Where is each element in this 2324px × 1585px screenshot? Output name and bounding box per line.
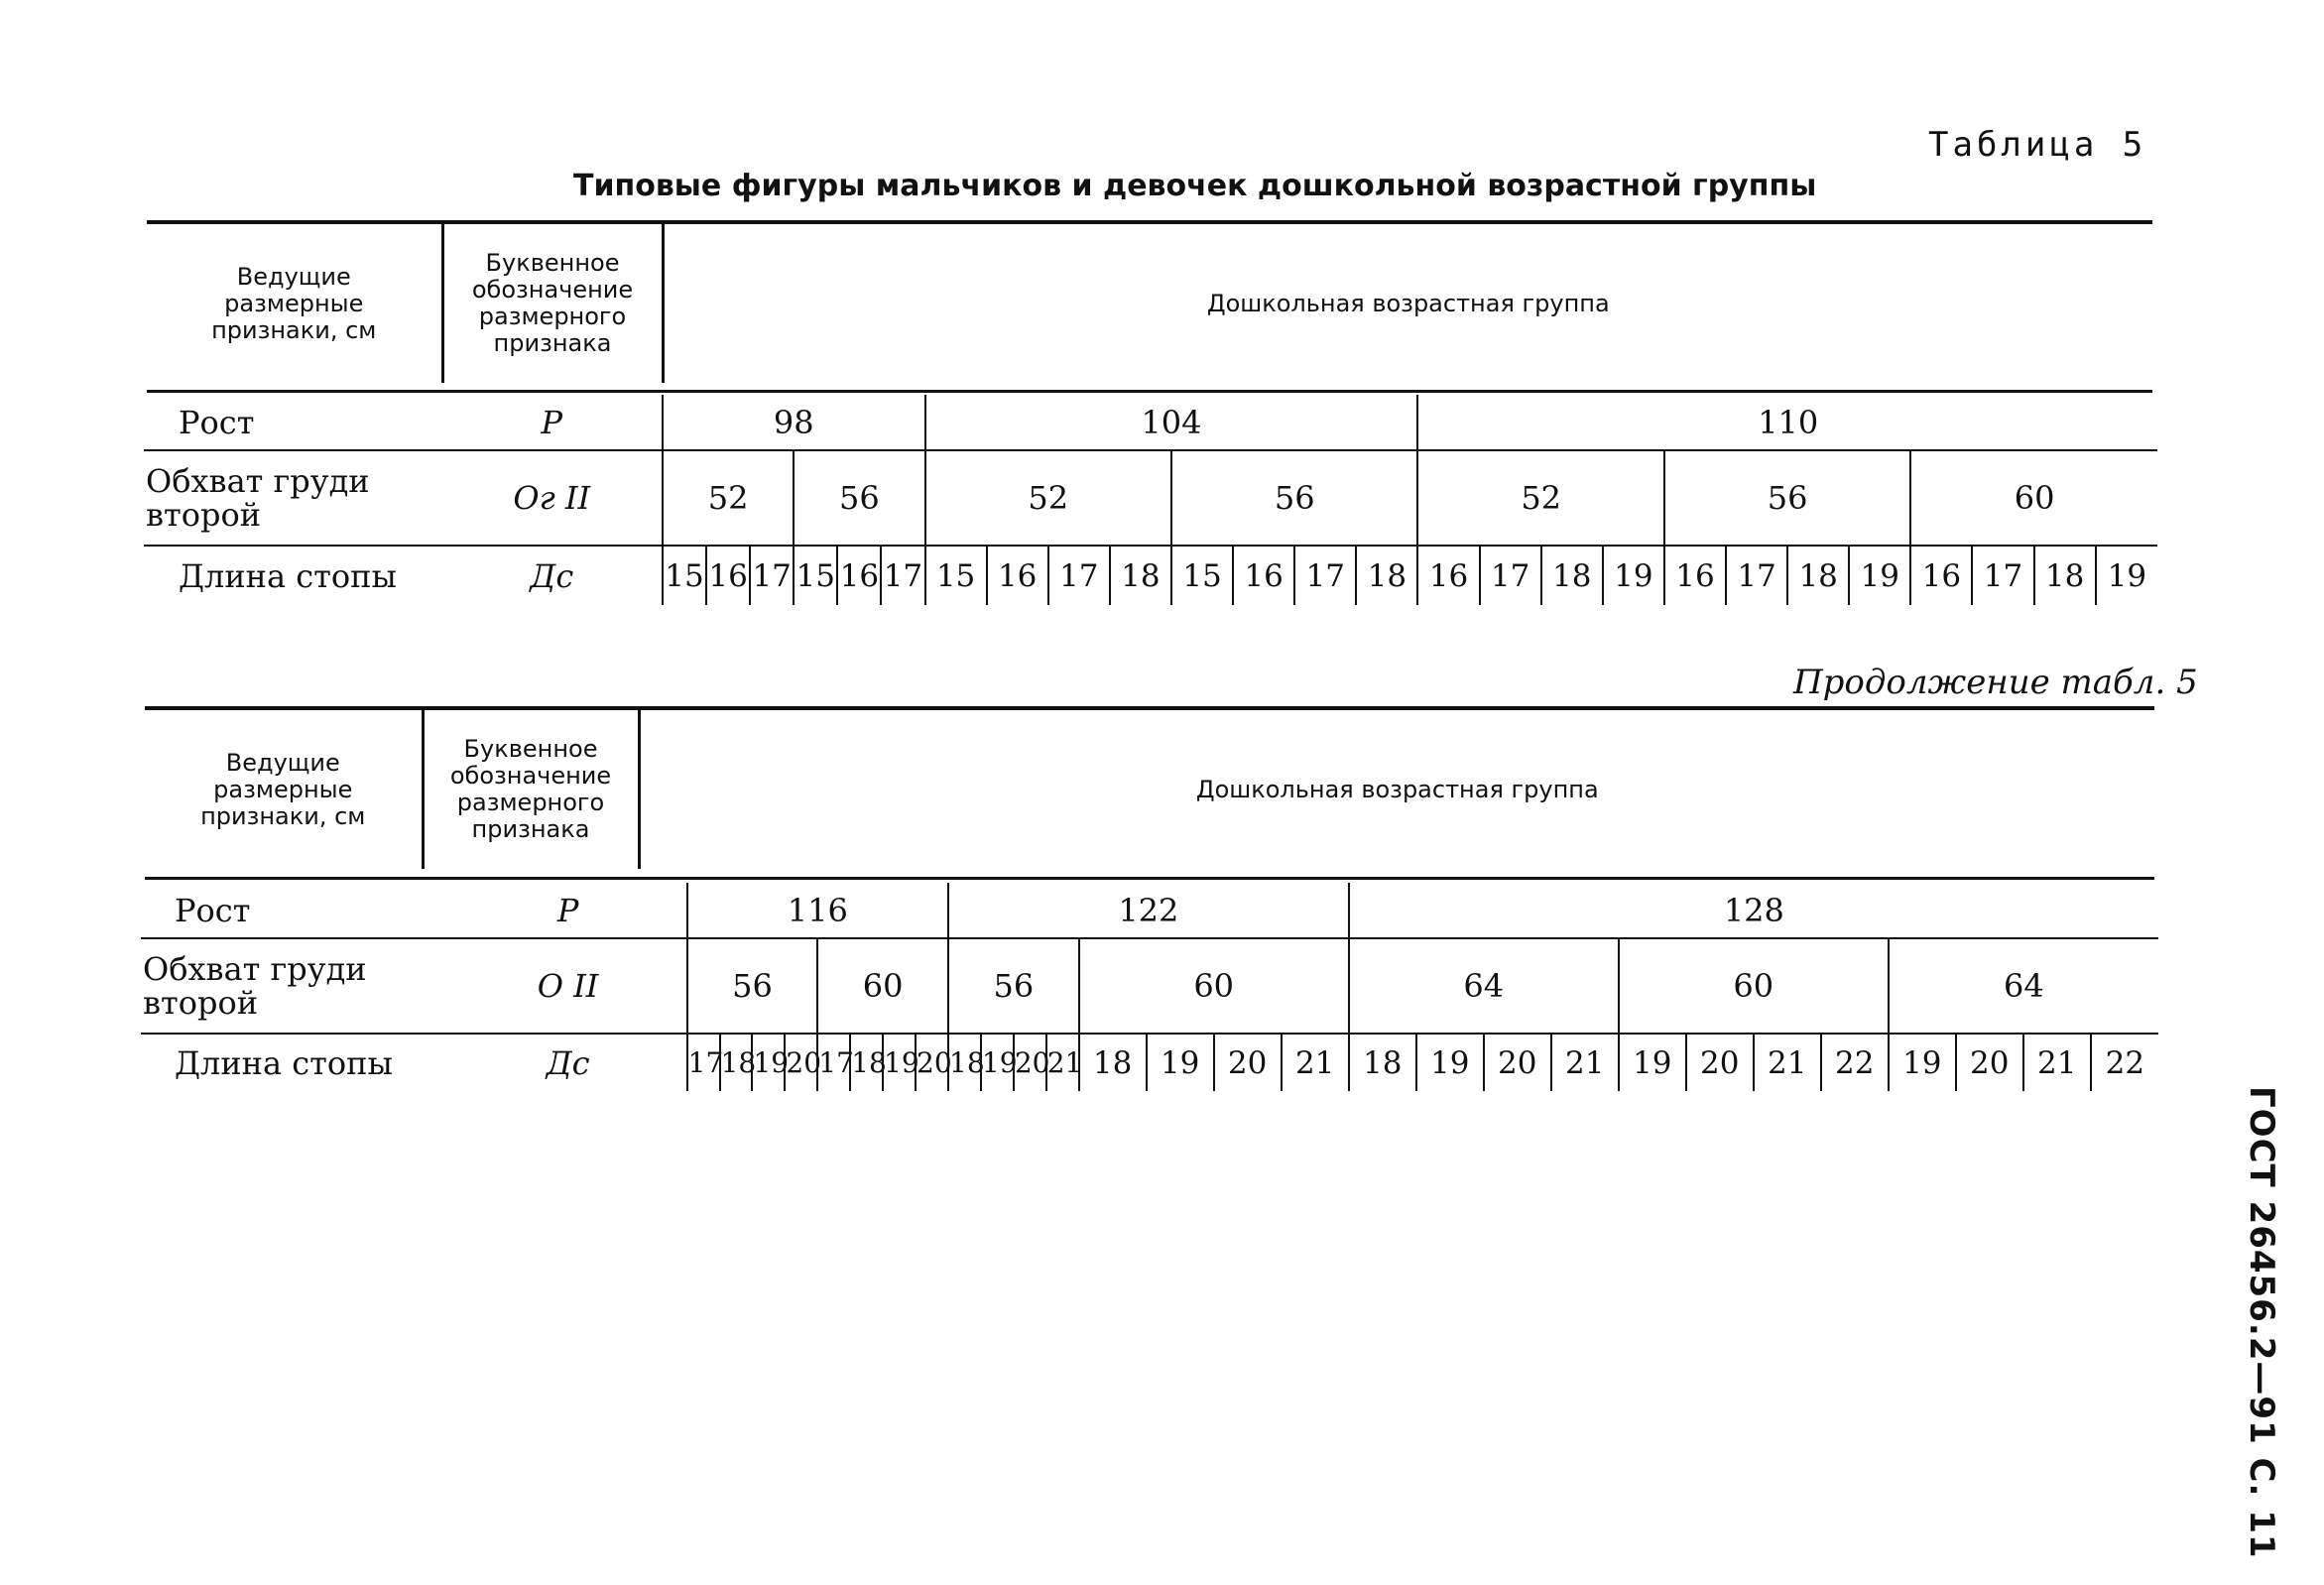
table2-chest-cell: 60 (1079, 938, 1349, 1034)
table2-foot-cell: 19 (1416, 1034, 1484, 1091)
table2-foot-cell: 18 (720, 1034, 753, 1091)
table1-foot-cell: 17 (1972, 546, 2033, 605)
table1-foot-cell: 16 (1417, 546, 1479, 605)
table2-foot-cell: 18 (1079, 1034, 1147, 1091)
table1-foot-cell: 15 (794, 546, 837, 605)
table1-chest-cell: 56 (1171, 450, 1418, 546)
table2-code-header: Буквенное обозначение размерного признака (423, 710, 639, 869)
continuation-caption: Продолжение табл. 5 (1793, 663, 2198, 702)
table2-foot-cell: 17 (817, 1034, 850, 1091)
table2-foot-cell: 18 (1349, 1034, 1416, 1091)
table2-foot-cell: 18 (850, 1034, 883, 1091)
table2-foot-cell: 20 (1484, 1034, 1551, 1091)
table1-foot-cell: 17 (1294, 546, 1356, 605)
table2-foot-cell: 19 (1619, 1034, 1686, 1091)
table2-foot-cell: 19 (1147, 1034, 1214, 1091)
table1-foot-cell: 15 (1171, 546, 1233, 605)
table1-foot-label: Длина стопы (179, 556, 397, 595)
table2-foot-cell: 21 (1282, 1034, 1349, 1091)
table1-chest-code: Ог II (442, 450, 663, 546)
table2-foot-cell: 21 (1754, 1034, 1821, 1091)
table1-height-code: Р (442, 395, 663, 450)
table2-foot-cell: 20 (916, 1034, 948, 1091)
table1-foot-cell: 19 (1603, 546, 1664, 605)
table1-height-cell: 104 (925, 395, 1418, 450)
table1-foot-cell: 19 (1849, 546, 1910, 605)
table1-foot-cell: 16 (1910, 546, 1972, 605)
table1-foot-cell: 18 (1787, 546, 1849, 605)
table2-foot-cell: 21 (1046, 1034, 1079, 1091)
table1-foot-cell: 16 (1233, 546, 1294, 605)
table2-foot-cell: 21 (2023, 1034, 2091, 1091)
table1-chest-cell: 56 (794, 450, 924, 546)
table2-lead-header: Ведущие размерные признаки, см (145, 710, 423, 869)
table2-foot-cell: 19 (883, 1034, 916, 1091)
table1-chest-cell: 52 (925, 450, 1171, 546)
table1-height-cell: 98 (663, 395, 925, 450)
table1-foot-cell: 16 (1664, 546, 1726, 605)
table2-foot-cell: 21 (1551, 1034, 1619, 1091)
table2-chest-cell: 64 (1349, 938, 1619, 1034)
table2-chest-cell: 60 (817, 938, 948, 1034)
table2-chest-cell: 64 (1889, 938, 2158, 1034)
table2-foot-cell: 19 (981, 1034, 1014, 1091)
table1-foot-cell: 17 (1480, 546, 1541, 605)
table1-foot-cell: 18 (1541, 546, 1603, 605)
table2-body (141, 883, 2158, 1091)
table1-foot-cell: 16 (987, 546, 1048, 605)
table1-chest-cell: 52 (663, 450, 794, 546)
table2-foot-cell: 19 (752, 1034, 785, 1091)
table2-foot-cell: 20 (1686, 1034, 1754, 1091)
table2-foot-cell: 20 (785, 1034, 817, 1091)
table2-foot-cell: 17 (687, 1034, 720, 1091)
table1-foot-cell: 19 (2096, 546, 2157, 605)
table1-lead-header: Ведущие размерные признаки, см (147, 224, 442, 383)
table2-height-label: Рост (141, 883, 450, 938)
table1-chest-label: Обхват груди второй (144, 450, 442, 546)
table1-foot-cell: 17 (750, 546, 794, 605)
table1-foot-cell: 17 (881, 546, 924, 605)
table-caption: Таблица 5 (1928, 125, 2147, 165)
table2-group-header: Дошкольная возрастная группа (1195, 775, 1599, 803)
table2-chest-code: О II (450, 938, 687, 1034)
table1-foot-code: Дс (530, 556, 574, 595)
table1-foot-cell: 18 (2034, 546, 2096, 605)
table2-height-cell: 122 (948, 883, 1349, 938)
table1-code-header: Буквенное обозначение размерного признака (442, 224, 663, 383)
table2-foot-cell: 19 (1889, 1034, 1956, 1091)
table1-group-header: Дошкольная возрастная группа (1206, 289, 1610, 317)
table1-header (147, 224, 2152, 383)
table2-chest-cell: 56 (948, 938, 1079, 1034)
table1-foot-cell: 18 (1356, 546, 1417, 605)
table1-header-rule (147, 390, 2152, 393)
table2-foot-cell: 20 (1956, 1034, 2023, 1091)
table2-chest-cell: 60 (1619, 938, 1889, 1034)
table1-body (144, 395, 2157, 605)
table1-foot-cell: 17 (1726, 546, 1787, 605)
table1-height-cell: 110 (1417, 395, 2157, 450)
table1-foot-cell: 15 (925, 546, 987, 605)
table1-chest-cell: 56 (1664, 450, 1910, 546)
table1-foot-cell: 17 (1048, 546, 1110, 605)
table1-foot-cell: 16 (837, 546, 881, 605)
table2-foot-cell: 22 (2091, 1034, 2158, 1091)
table2-height-cell: 128 (1349, 883, 2158, 938)
table2-foot-cell: 18 (948, 1034, 981, 1091)
table2-foot-cell: 20 (1214, 1034, 1282, 1091)
table-title: Типовые фигуры мальчиков и девочек дошкольной возрастной группы (573, 169, 1817, 203)
table1-foot-cell: 16 (706, 546, 750, 605)
table2-header-rule (145, 877, 2154, 880)
table2-chest-label: Обхват груди второй (141, 938, 450, 1034)
table1-chest-cell: 52 (1417, 450, 1663, 546)
table1-height-label: Рост (144, 395, 442, 450)
table2-foot-cell: 20 (1014, 1034, 1046, 1091)
table2-height-cell: 116 (687, 883, 948, 938)
table2-chest-cell: 56 (687, 938, 818, 1034)
table1-foot-cell: 18 (1110, 546, 1171, 605)
table1-foot-cell: 15 (663, 546, 706, 605)
table2-foot-label: Длина стопы (175, 1043, 393, 1082)
table1-chest-cell: 60 (1910, 450, 2157, 546)
table2-foot-cell: 22 (1821, 1034, 1889, 1091)
table2-foot-code: Дс (546, 1043, 590, 1082)
table2-height-code: Р (450, 883, 687, 938)
table2-header (145, 710, 2154, 869)
standard-side-label: ГОСТ 26456.2—91 С. 11 (2242, 1086, 2281, 1559)
